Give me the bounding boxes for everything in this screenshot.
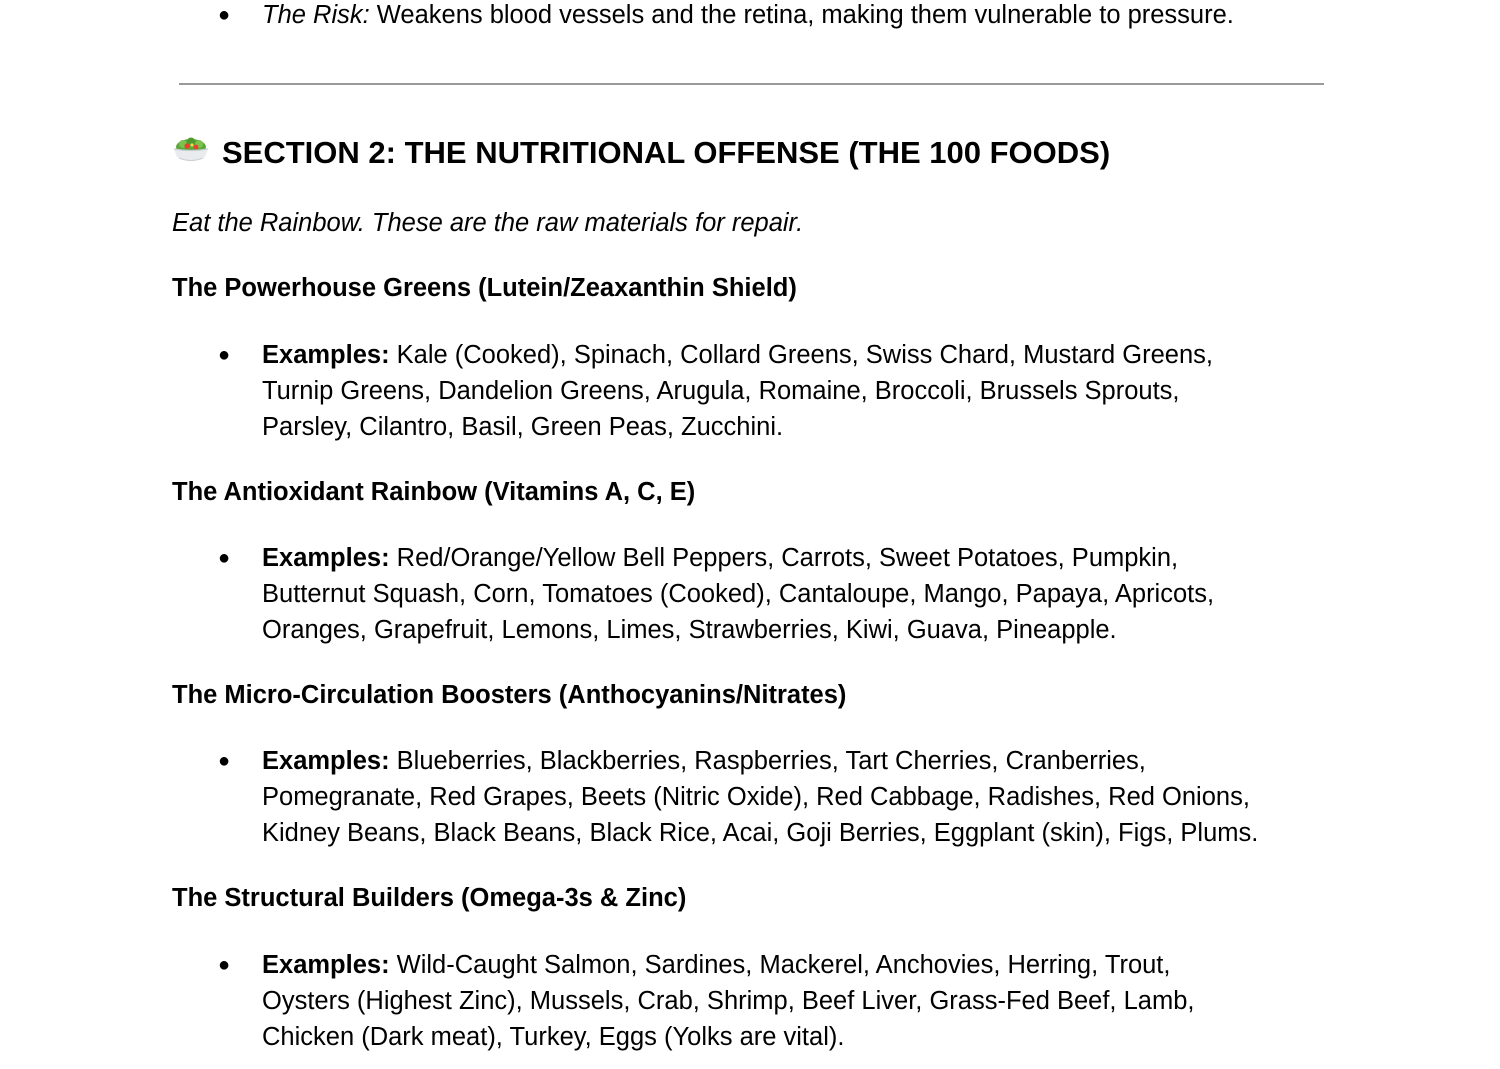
examples-text (262, 540, 1342, 648)
salad-icon (172, 133, 210, 167)
bullet-marker: ● (218, 954, 231, 976)
examples-line (262, 540, 1342, 576)
examples-line: Butternut Squash, Corn, Tomatoes (Cooked), Cantaloupe, Mango, Papaya, Apricots, (262, 580, 1215, 608)
examples-line-text: Kale (Cooked), Spinach, Collard Greens, Swiss Chard, Mustard Greens, (389, 341, 1213, 369)
section-intro: Eat the Rainbow. These are the raw materials for repair. (172, 209, 804, 237)
section-heading (172, 133, 1110, 173)
risk-description: Weakens blood vessels and the retina, making them vulnerable to pressure. (369, 1, 1234, 29)
examples-label: Examples: (262, 544, 390, 572)
examples-line-text: Wild-Caught Salmon, Sardines, Mackerel, Anchovies, Herring, Trout, (389, 951, 1171, 979)
examples-text (262, 743, 1342, 851)
examples-line (262, 743, 1342, 779)
examples-line (262, 337, 1342, 373)
bullet-marker: ● (218, 750, 231, 772)
bullet-marker: ● (218, 547, 231, 569)
examples-line: Parsley, Cilantro, Basil, Green Peas, Zucchini. (262, 413, 784, 441)
bullet-marker: ● (218, 344, 231, 366)
group-heading-greens: The Powerhouse Greens (Lutein/Zeaxanthin Shield) (172, 274, 797, 302)
examples-line: Kidney Beans, Black Beans, Black Rice, Acai, Goji Berries, Eggplant (skin), Figs, Plums. (262, 819, 1259, 847)
bullet-marker: ● (218, 4, 231, 26)
examples-line: Oranges, Grapefruit, Lemons, Limes, Strawberries, Kiwi, Guava, Pineapple. (262, 616, 1117, 644)
examples-line: Pomegranate, Red Grapes, Beets (Nitric Oxide), Red Cabbage, Radishes, Red Onions, (262, 783, 1250, 811)
section-heading-text: SECTION 2: THE NUTRITIONAL OFFENSE (THE 100 FOODS) (222, 135, 1111, 170)
examples-label: Examples: (262, 951, 390, 979)
risk-bullet-text (262, 0, 1342, 33)
risk-label: The Risk: (262, 1, 370, 29)
examples-line: Oysters (Highest Zinc), Mussels, Crab, Shrimp, Beef Liver, Grass-Fed Beef, Lamb, (262, 987, 1195, 1015)
examples-label: Examples: (262, 341, 390, 369)
examples-line: Chicken (Dark meat), Turkey, Eggs (Yolks are vital). (262, 1023, 845, 1051)
examples-line (262, 947, 1342, 983)
group-heading-circulation: The Micro-Circulation Boosters (Anthocyanins/Nitrates) (172, 681, 847, 709)
horizontal-divider (179, 83, 1324, 85)
examples-line: Turnip Greens, Dandelion Greens, Arugula, Romaine, Broccoli, Brussels Sprouts, (262, 377, 1180, 405)
examples-line-text: Red/Orange/Yellow Bell Peppers, Carrots, Sweet Potatoes, Pumpkin, (389, 544, 1179, 572)
examples-text (262, 947, 1342, 1055)
group-heading-antioxidant: The Antioxidant Rainbow (Vitamins A, C, E) (172, 478, 696, 506)
examples-line-text: Blueberries, Blackberries, Raspberries, Tart Cherries, Cranberries, (389, 747, 1146, 775)
examples-text (262, 337, 1342, 445)
examples-label: Examples: (262, 747, 390, 775)
group-heading-structural: The Structural Builders (Omega-3s & Zinc) (172, 884, 687, 912)
